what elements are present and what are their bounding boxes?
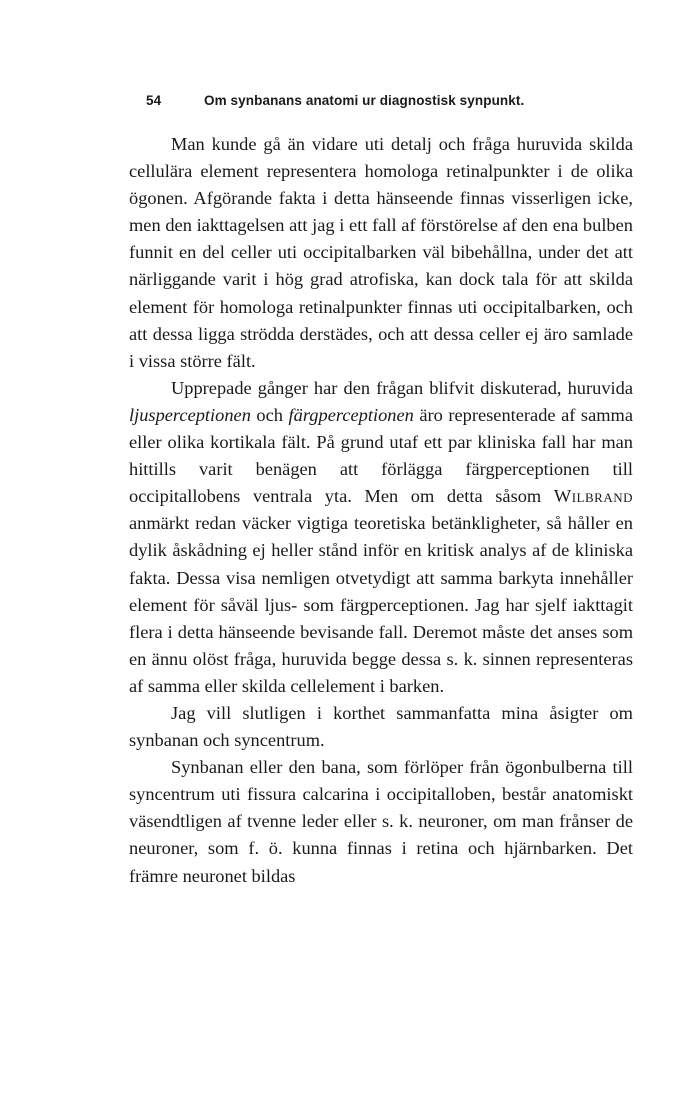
page-number: 54 [146,93,162,108]
author-name: Wilbrand [553,486,633,507]
paragraph-3: Jag vill slutligen i korthet sammanfatta mina åsigter om synbanan och syncentrum. [129,702,633,751]
running-title: Om synbanans anatomi ur diagnostisk synpunkt. [204,93,525,108]
page-header [146,93,566,117]
paragraph-2-part-4: anmärkt redan väcker vigtiga teoretiska betänkligheter, så håller en dylik åskådning ej heller stånd inför en kritisk analys af de kliniska fakta. Dessa visa nemligen otvetydigt att samma barkyta innehåller element för såväl ljus- som färgperceptionen. Jag har sjelf iakttagit flera i detta hänseende bevisande fall. Deremot måste det anses som en ännu olöst fråga, huruvida begge dessa s. k. sinnen representeras af samma eller skilda cellelement i barken. [129,513,633,696]
paragraph-1: Man kunde gå än vidare uti detalj och fråga huruvida skilda cellulära element representera homologa retinalpunkter i de olika ögonen. Afgörande fakta i detta hänseende finnas visserligen icke, men den iakttagelsen att jag i ett fall af förstörelse af den ena bulben funnit en del celler uti occipitalbarken väl bibehållna, under det att närliggande varit i hög grad atrofiska, kan dock tala för att skilda element för homologa retinalpunkter finnas uti occipitalbarken, och att dessa ligga strödda derstädes, och att dessa celler ej äro samlade i vissa större fält. [129,134,633,371]
body-text [129,131,633,890]
paragraph-2 [129,375,633,700]
paragraph-2-part-1: Upprepade gånger har den frågan blifvit diskuterad, huruvida [171,377,633,398]
term-ljusperceptionen: ljusperceptionen [129,404,251,425]
term-fargperceptionen: färgperceptionen [288,404,414,425]
paragraph-2-part-2: och [250,404,289,425]
paragraph-2-part-3: äro representerade af samma eller olika kortikala fält. På grund utaf ett par kliniska fall har man hittills varit benägen att förlägga färgperceptionen till occipitallobens ventrala yta. Men om detta såsom [129,404,634,507]
paragraph-4: Synbanan eller den bana, som förlöper från ögonbulberna till syncentrum uti fissura calcarina i occipitalloben, består anatomiskt väsendtligen af tvenne leder eller s. k. neuroner, om man frånser de neuroner, som f. ö. kunna finnas i retina och hjärnbarken. Det främre neuronet bildas [129,757,633,886]
